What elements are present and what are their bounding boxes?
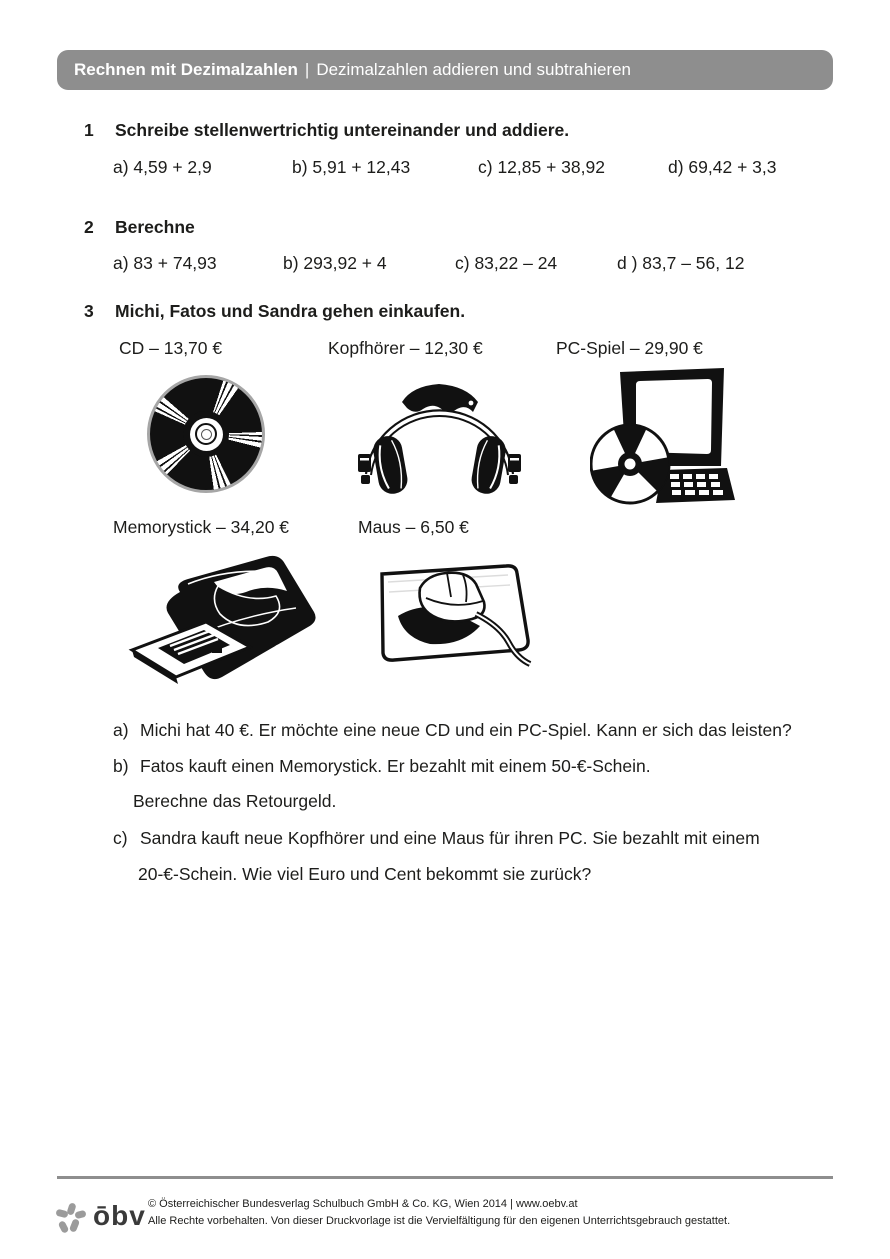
- header-subtitle: Dezimalzahlen addieren und subtrahieren: [316, 60, 632, 79]
- task-1-item-c: c) 12,85 + 38,92: [478, 157, 605, 177]
- cd-icon: [147, 375, 265, 493]
- price-label-pc-game: PC-Spiel – 29,90 €: [556, 338, 703, 358]
- oebv-logo-text: ōbv: [93, 1200, 146, 1231]
- question-c-continuation: 20-€-Schein. Wie viel Euro und Cent bekommt sie zurück?: [138, 864, 592, 884]
- task-1-item-a: a) 4,59 + 2,9: [113, 157, 212, 177]
- memorystick-icon: [118, 550, 323, 697]
- price-label-memorystick: Memorystick – 34,20 €: [113, 517, 290, 537]
- question-b-marker: b): [113, 756, 129, 776]
- footer-imprint-line2: Alle Rechte vorbehalten. Von dieser Druckvorlage ist die Vervielfältigung für den eigenen Unterrichtsgebrauch gestattet.: [148, 1214, 731, 1227]
- pc-game-icon: [590, 366, 735, 511]
- question-c-marker: c): [113, 828, 128, 848]
- task-2-title: Berechne: [115, 217, 195, 237]
- footer-divider: [57, 1176, 833, 1179]
- oebv-logo-icon: [55, 1201, 87, 1240]
- header-title: Rechnen mit Dezimalzahlen: [74, 60, 298, 79]
- question-a-text: Michi hat 40 €. Er möchte eine neue CD und ein PC-Spiel. Kann er sich das leisten?: [140, 720, 792, 740]
- header-separator: |: [304, 60, 310, 79]
- question-b: [113, 756, 651, 777]
- task-2-item-a: a) 83 + 74,93: [113, 253, 217, 273]
- question-b-text: Fatos kauft einen Memorystick. Er bezahlt mit einem 50-€-Schein.: [140, 756, 651, 776]
- question-b-continuation: Berechne das Retourgeld.: [133, 791, 337, 811]
- task-3-number: 3: [84, 301, 94, 321]
- mouse-icon: [358, 558, 536, 685]
- task-1-item-b: b) 5,91 + 12,43: [292, 157, 411, 177]
- task-2-item-c: c) 83,22 – 24: [455, 253, 558, 273]
- headphones-icon: [352, 378, 527, 505]
- task-1-item-d: d) 69,42 + 3,3: [668, 157, 777, 177]
- price-label-headphones: Kopfhörer – 12,30 €: [328, 338, 483, 358]
- question-a-marker: a): [113, 720, 129, 740]
- task-2-item-b: b) 293,92 + 4: [283, 253, 387, 273]
- question-a: [113, 720, 792, 741]
- footer-imprint-line1: © Österreichischer Bundesverlag Schulbuch GmbH & Co. KG, Wien 2014 | www.oebv.at: [148, 1198, 578, 1210]
- task-1-title: Schreibe stellenwertrichtig untereinander und addiere.: [115, 120, 570, 140]
- task-1-number: 1: [84, 120, 94, 140]
- question-c-text: Sandra kauft neue Kopfhörer und eine Maus für ihren PC. Sie bezahlt mit einem: [140, 828, 760, 848]
- footer-imprint: [148, 1196, 730, 1229]
- price-label-cd: CD – 13,70 €: [119, 338, 223, 358]
- price-label-mouse: Maus – 6,50 €: [358, 517, 469, 537]
- task-2-item-d: d ) 83,7 – 56, 12: [617, 253, 745, 273]
- header-bar: [57, 50, 833, 90]
- question-c: [113, 828, 760, 849]
- task-2-number: 2: [84, 217, 94, 237]
- task-3-title: Michi, Fatos und Sandra gehen einkaufen.: [115, 301, 466, 321]
